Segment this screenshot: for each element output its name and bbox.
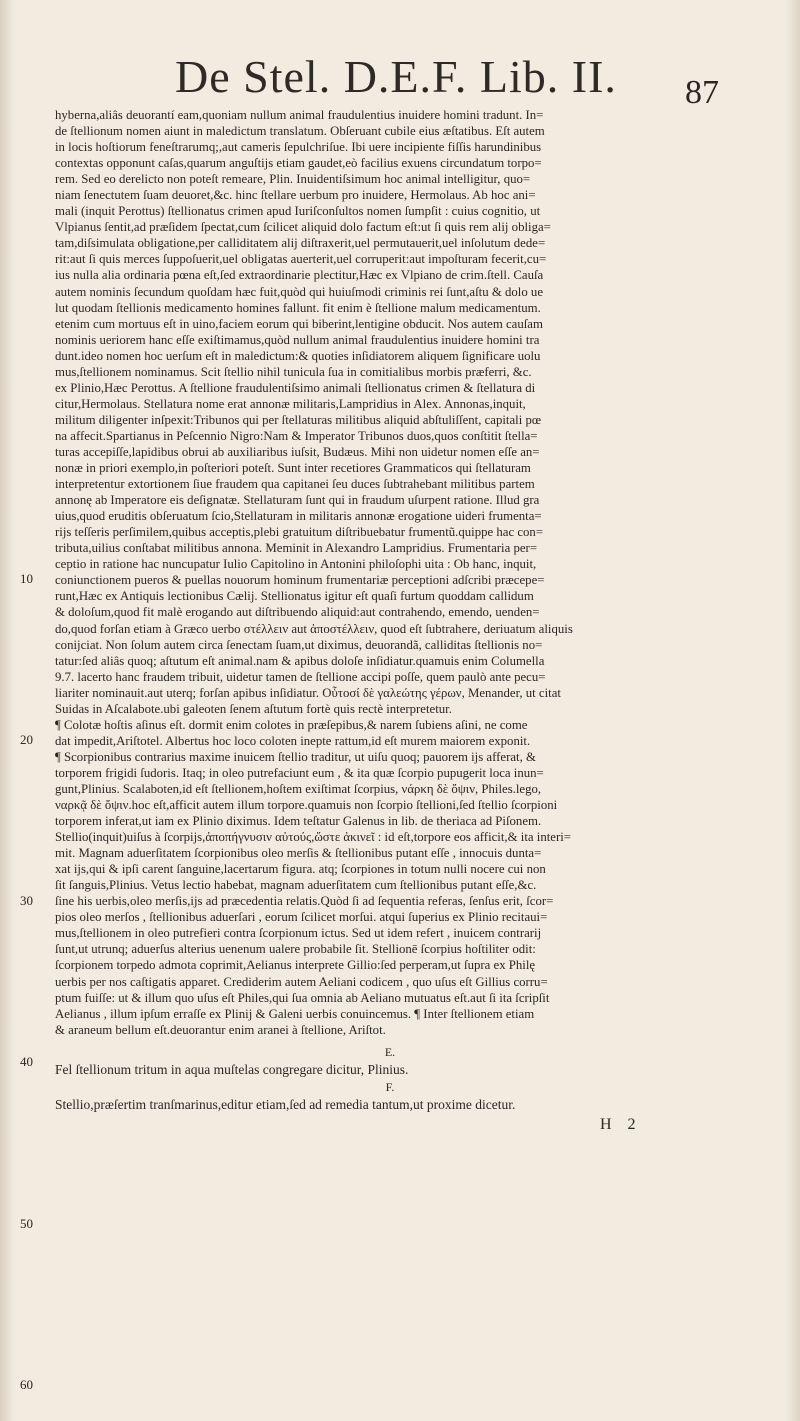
text-line: runt,Hæc ex Antiquis lectionibus Cælij. Stellionatus igitur eſt quaſi furtum quoddam callidum (55, 589, 534, 604)
margin-line-number: 30 (20, 893, 33, 908)
text-line: tributa,uilius conſtabat militibus annona. Meminit in Alexandro Lampridius. Frumentaria per= (55, 541, 538, 556)
text-line: Aelianus , illum ipſum erraſſe ex Plinij & Galeni uerbis conuincemus. ¶ Inter ſtellionem etiam (55, 1006, 535, 1021)
text-line: annonę ab Imperatore eis deſignatæ. Stellaturam ſunt qui in fraudum uſurpent ratione. Illud gra (55, 493, 540, 508)
text-line: mus,ſtellionem nominamus. Scit ſtellio nihil tunicula ſua in comitialibus morbis præferri, &c. (55, 364, 532, 379)
text-line: lut quodam ſtellionis medicamento homines fallunt. fit enim è ſtellione malum medicamentum. (55, 300, 541, 315)
margin-line-number: 20 (20, 732, 33, 747)
text-line: gunt,Plinius. Scalaboten,id eſt ſtellionem,hoſtem exiſtimat ſcorpius, νάρκη δὲ ὄψιν, Philes.lego, (55, 781, 542, 796)
margin-line-number: 50 (20, 1216, 33, 1231)
text-line: etenim cum mortuus eſt in uino,faciem eorum qui biberint,lentigine obducit. Nos autem cauſam (55, 316, 543, 331)
section-f-text: Stellio,præſertim tranſmarinus,editur etiam,ſed ad remedia tantum,ut proxime dicetur. (55, 1097, 516, 1112)
text-line: pios oleo merſos , ſtellionibus aduerſari , eorum ſcilicet morſui. atqui ſuperius ex Plinio recitaui= (55, 910, 548, 925)
signature-mark: H 2 (600, 1116, 642, 1133)
text-line: ex Plinio,Hæc Perottus. A ſtellione fraudulentiſsimo animali ſtellionatus crimen & ſtellatura di (55, 380, 536, 395)
text-line: Vlpianus ſentit,ad præſidem ſpectat,cum ſcilicet aliquid dolo factum eſt:ut ſi quis rem alij obliga= (55, 220, 551, 235)
text-line: Suidas in Aſcalabote.ubi galeoten ſenem aſtutum fortè quis rectè interpretetur. (55, 701, 452, 716)
section-letter-f: F. (385, 1080, 395, 1094)
text-line: ναρκᾷ δὲ ὄψιν.hoc eſt,afficit autem illum torpore.quamuis non ſcorpio ſtellioni,ſed ſtellio ſcorpioni (55, 798, 558, 813)
running-title: De Stel. D.E.F. Lib. II. (175, 51, 617, 102)
text-line: ius nulla alia ordinaria pœna eſt,ſed extraordinarie plectitur,Hæc ex Vlpiano de crim.ſtell. Cauſa (55, 268, 544, 283)
page-number: 87 (685, 74, 719, 111)
text-line: de ſtellionum nomen aiunt in maledictum translatum. Obſeruant cubile eius æſtatibus. Eſt autem (55, 124, 545, 139)
text-line: mali (inquit Perottus) ſtellionatus crimen apud Iuriſconſultos nomen ſumpſit : cuius cognitio, ut (55, 204, 541, 219)
section-letter-e: E. (384, 1045, 396, 1059)
main-text-block (55, 107, 725, 1038)
text-line: tam,diſsimulata obligatione,per calliditatem alij diſtraxerit,uel permutauerit,uel inſolutum dede= (55, 236, 546, 251)
text-line: torporem frigidi ſudoris. Itaq; in oleo putrefaciunt eum , & ita quæ ſcorpio pupugerit loca inun= (55, 765, 544, 780)
text-line: dat impedit,Ariſtotel. Albertus hoc loco coloten inepte rattum,id eſt murem maiorem exponit. (55, 733, 531, 748)
text-line: liariter nominauit.aut uterq; forſan apibus inſidiatur. Οὗτοσί δὲ γαλεώτης γέρων, Menander, ut citat (55, 685, 561, 700)
text-line: rem. Sed eo derelicto non poteſt remeare, Plin. Inuidentiſsimum hoc animal intelligitur, quo= (55, 172, 531, 187)
text-line: uius,quod eruditis obſeruatum ſcio,Stellaturam in militaris annonæ erogatione uideri frumenta= (55, 509, 542, 524)
text-line: militum diligenter inſpexit:Tribunos qui per ſtellaturas militibus aliquid abſtuliſſent, capitali pœ (55, 412, 542, 427)
text-line: nonæ in priori exemplo,in poſteriori poteſt. Sunt inter recetiores Grammaticos qui ſtellaturam (55, 461, 531, 476)
text-line: nominis ueriorem hanc eſſe exiſtimamus,quòd nullum animal fraudulentius inuidere homini tra (55, 332, 540, 347)
text-line: conijciat. Non ſolum autem circa ſenectam ſuam,ut diximus, deuorandã, calliditas ſtellionis no= (55, 637, 543, 652)
text-line: ¶ Scorpionibus contrarius maxime inuicem ſtellio traditur, ut uiſu quoq; pauorem ijs afferat, & (55, 749, 536, 764)
text-line: ſcorpionem torpedo admota coprimit,Aelianus interprete Gillio:ſed perperam,ut ſupra ex Philę (55, 958, 536, 973)
text-line: rijs teſſeris perſimilem,quibus acceptis,plebi gratuitum diſtribuebatur frumentũ.quippe hac con= (55, 525, 544, 540)
text-line: niam ſenectutem ſuam deuoret,&c. hinc ſtellare uerbum pro inuidere, Hermolaus. Ab hoc ani= (55, 188, 536, 203)
text-line: hyberna,aliâs deuorantí eam,quoniam nullum animal fraudulentius inuidere homini tradunt. In= (55, 108, 544, 122)
text-line: & doloſum,quod fit malè erogando aut diſtribuendo aliquid:aut contrahendo, emendo, uenden= (55, 605, 540, 620)
text-line: ¶ Colotæ hoſtis aſinus eſt. dormit enim colotes in præſepibus,& narem ſubiens aſini, ne come (55, 717, 528, 732)
margin-line-number: 10 (20, 571, 33, 586)
text-line: Stellio(inquit)uiſus à ſcorpijs,ἀποπήγνυσιν αὐτούς,ὥστε ἀκινεῖ : id eſt,torpore eos afficit,& ita interi= (55, 830, 571, 845)
text-line: interpretentur extortionem ſiue fraudem qua capitanei ſeu duces ſubtrahebant militibus partem (55, 477, 535, 492)
text-line: tatur:ſed aliâs quoq; aſtutum eſt animal.nam & apibus doloſe inſidiatur.quamuis enim Columella (55, 653, 545, 668)
section-e-text: Fel ſtellionum tritum in aqua muſtelas congregare dicitur, Plinius. (55, 1062, 409, 1077)
text-line: & araneum bellum eſt.deuorantur enim aranei à ſtellione, Ariſtot. (55, 1022, 386, 1037)
text-line: ſit ſanguis,Plinius. Vetus lectio habebat, magnam aduerſitatem cum ſtellionibus putant eſſe,&c. (55, 878, 537, 893)
text-line: dunt.ideo nomen hoc uerſum eſt in maledictum:& quoties inſidiatorem aliquem ſignificare uolu (55, 348, 541, 363)
text-line: citur,Hermolaus. Stellatura nome erat annonæ militaris,Lampridius in Alex. Annonas,inquit, (55, 396, 526, 411)
page-left-edge (0, 0, 14, 1421)
text-line: ſine his uerbis,oleo merſis,ijs ad præcedentia relatis.Quòd ſi ad ſequentia referas, ſenſus erit, ſcor= (55, 894, 554, 909)
text-line: autem nominis ſecundum quoſdam hæc fuit,quòd qui huiuſmodi criminis rei ſunt,aſtu & dolo ue (55, 284, 543, 299)
text-line: do,quod forſan etiam à Græco uerbo στέλλειν aut ἀποστέλλειν, quod eſt ſubtrahere, deriuatum aliquis (55, 621, 573, 636)
page-header (0, 50, 800, 112)
text-line: mus,ſtellionem in oleo putrefieri contra ſcorpionum ictus. Sed ut idem refert , inuicem contrarij (55, 926, 542, 941)
text-line: in locis hoſtiorum feneſtrarumq;,aut cameris ſepulchriſue. Ibi uere incipiente fiſſis harundinibus (55, 140, 542, 155)
margin-line-number: 40 (20, 1054, 33, 1069)
text-line: rit:aut ſi quis merces ſuppoſuerit,uel obligatas auerterit,uel corruperit:aut impoſturam fecerit,cu= (55, 252, 547, 267)
text-line: uerbis per nos caſtigatis apparet. Crediderim autem Aeliani codicem , quo uſus eſt Gillius corru= (55, 974, 548, 989)
page-right-edge (786, 0, 800, 1421)
text-line: mit. Magnam aduerſitatem ſcorpionibus oleo merſis & ſtellionibus putant eſſe , innocuis dunta= (55, 846, 542, 861)
sections-block (55, 1044, 725, 1114)
text-line: 9.7. lacerto hanc fraudem tribuit, uidetur tamen de ſtellione accipi poſſe, quem paulò ante pecu= (55, 669, 546, 684)
text-line: turas accepiſſe,lapidibus obrui ab auxiliaribus iuſsit, Budæus. Mihi non uidetur nomen eſſe an= (55, 444, 540, 459)
text-line: ptum fuiſſe: ut & illum quo uſus eſt Philes,qui ſua omnia ab Aeliano mutuatus eſt.aut ſi ita ſcripſit (55, 990, 550, 1005)
text-line: torporem inferat,ut iam ex Plinio diximus. Idem teſtatur Galenus in lib. de theriaca ad Piſonem. (55, 814, 542, 829)
text-line: ceptio in ratione hac nuncupatur Iulio Capitolino in Antonini philoſophi uita : Ob hanc, inquit, (55, 557, 537, 572)
text-line: contextas opponunt caſas,quarum anguſtijs etiam gaudet,eò facilius exuens circundatum torpo= (55, 156, 542, 171)
text-line: ſunt,ut utrunq; aduerſus alterius uenenum ualere probabile ſit. Stellionē ſcorpius hoſtiliter odit: (55, 942, 536, 957)
text-line: na affecit.Spartianus in Peſcennio Nigro:Nam & Imperator Tribunos duos,quos conſtitit ſtella= (55, 428, 538, 443)
text-line: coniunctionem pueros & puellas nouorum hominum frumentariæ perceptioni adſcribi præcepe= (55, 573, 545, 588)
text-line: xat ijs,qui & ipſi carent ſanguine,lacertarum figura. atq; ſcorpiones in totum nulli nocere cui non (55, 862, 546, 877)
margin-line-number: 60 (20, 1377, 33, 1392)
